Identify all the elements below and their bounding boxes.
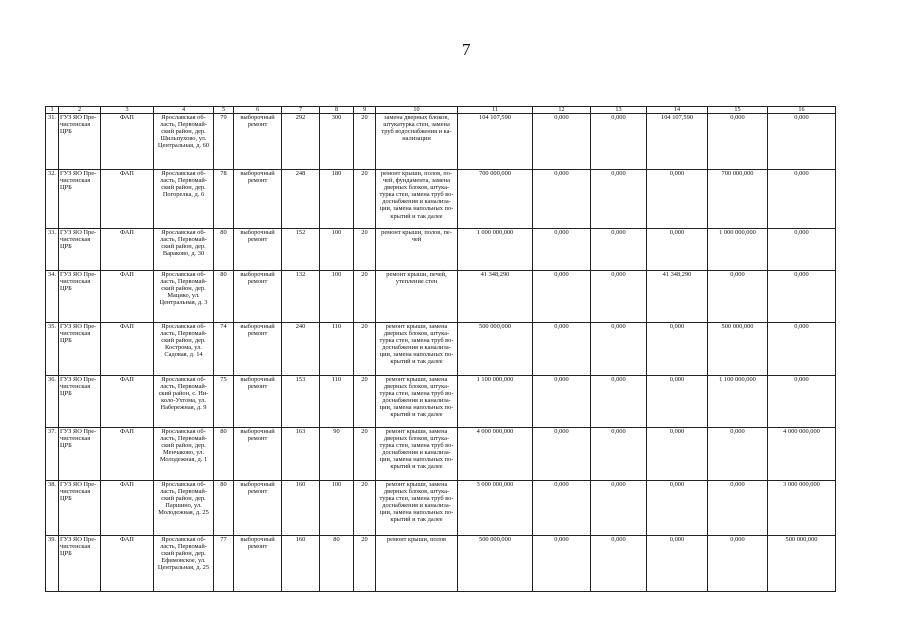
facility-type-cell: ФАП	[101, 170, 154, 229]
repair-type-cell: выборочный ремонт	[234, 170, 282, 229]
col7-cell: 132	[282, 271, 320, 323]
institution-cell: ГУЗ ЯО Пре-чистенская ЦРБ	[59, 376, 101, 428]
amount-col15-cell: 0,000	[708, 428, 768, 481]
col9-cell: 20	[354, 428, 376, 481]
col8-cell: 100	[320, 271, 354, 323]
address-cell: Ярославская об-ласть, Первомай-ский район, дер. Паршино, ул. Молодежная, д. 25	[154, 481, 214, 536]
table-body	[46, 114, 836, 592]
col7-cell: 292	[282, 114, 320, 170]
row-number: 31.	[46, 114, 59, 170]
amount-col12-cell: 0,000	[533, 114, 591, 170]
amount-col12-cell: 0,000	[533, 271, 591, 323]
table-row	[46, 229, 836, 271]
table-row	[46, 376, 836, 428]
col5-cell: 78	[214, 170, 234, 229]
col5-cell: 80	[214, 229, 234, 271]
amount-col14-cell: 104 107,590	[647, 114, 708, 170]
col9-cell: 20	[354, 170, 376, 229]
col7-cell: 248	[282, 170, 320, 229]
row-number: 39.	[46, 536, 59, 592]
repair-type-cell: выборочный ремонт	[234, 536, 282, 592]
column-header: 4	[154, 107, 214, 114]
col7-cell: 163	[282, 428, 320, 481]
institution-cell: ГУЗ ЯО Пре-чистенская ЦРБ	[59, 323, 101, 376]
row-number: 32.	[46, 170, 59, 229]
repair-type-cell: выборочный ремонт	[234, 481, 282, 536]
row-number: 33.	[46, 229, 59, 271]
repair-type-cell: выборочный ремонт	[234, 271, 282, 323]
column-header: 13	[591, 107, 647, 114]
amount-col16-cell: 0,000	[768, 376, 836, 428]
amount-col14-cell: 0,000	[647, 323, 708, 376]
column-header: 16	[768, 107, 836, 114]
amount-col15-cell: 0,000	[708, 536, 768, 592]
table-row	[46, 481, 836, 536]
amount-col13-cell: 0,000	[591, 114, 647, 170]
facility-type-cell: ФАП	[101, 481, 154, 536]
address-cell: Ярославская об-ласть, Первомай-ский район, с. Ни-коло-Ухтома, ул. Набережная, д. 9	[154, 376, 214, 428]
col5-cell: 80	[214, 428, 234, 481]
amount-total-cell: 4 000 000,000	[458, 428, 533, 481]
works-cell: ремонт крыши, полов, пе-чей	[376, 229, 458, 271]
col8-cell: 100	[320, 481, 354, 536]
repair-program-table	[45, 106, 836, 592]
amount-col12-cell: 0,000	[533, 376, 591, 428]
amount-col13-cell: 0,000	[591, 376, 647, 428]
facility-type-cell: ФАП	[101, 536, 154, 592]
amount-col16-cell: 0,000	[768, 114, 836, 170]
column-header: 9	[354, 107, 376, 114]
amount-col14-cell: 0,000	[647, 428, 708, 481]
row-number: 36.	[46, 376, 59, 428]
table-row	[46, 323, 836, 376]
institution-cell: ГУЗ ЯО Пре-чистенская ЦРБ	[59, 271, 101, 323]
column-header: 15	[708, 107, 768, 114]
amount-col14-cell: 41 348,290	[647, 271, 708, 323]
amount-total-cell: 700 000,000	[458, 170, 533, 229]
amount-col12-cell: 0,000	[533, 481, 591, 536]
page-number: 7	[462, 40, 471, 59]
amount-col16-cell: 0,000	[768, 229, 836, 271]
row-number: 34.	[46, 271, 59, 323]
amount-col13-cell: 0,000	[591, 229, 647, 271]
column-header: 2	[59, 107, 101, 114]
amount-col15-cell: 1 000 000,000	[708, 229, 768, 271]
col9-cell: 20	[354, 376, 376, 428]
col9-cell: 20	[354, 536, 376, 592]
col5-cell: 75	[214, 376, 234, 428]
amount-col14-cell: 0,000	[647, 536, 708, 592]
amount-total-cell: 3 000 000,000	[458, 481, 533, 536]
col7-cell: 160	[282, 536, 320, 592]
col8-cell: 80	[320, 536, 354, 592]
address-cell: Ярославская об-ласть, Первомай-ский район, дер. Кострома, ул. Садовая, д. 14	[154, 323, 214, 376]
works-cell: ремонт крыши, замена дверных блоков, штука-турка стен, замена труб во-доснабжения и канализа-ции, замена напольных по-крытий и так далее	[376, 428, 458, 481]
col9-cell: 20	[354, 271, 376, 323]
repair-type-cell: выборочный ремонт	[234, 114, 282, 170]
address-cell: Ярославская об-ласть, Первомай-ский район, дер. Менчаково, ул. Молодежная, д. 1	[154, 428, 214, 481]
amount-col14-cell: 0,000	[647, 481, 708, 536]
amount-col16-cell: 0,000	[768, 170, 836, 229]
col7-cell: 152	[282, 229, 320, 271]
amount-col16-cell: 3 000 000,000	[768, 481, 836, 536]
facility-type-cell: ФАП	[101, 229, 154, 271]
col8-cell: 90	[320, 428, 354, 481]
column-header: 5	[214, 107, 234, 114]
institution-cell: ГУЗ ЯО Пре-чистенская ЦРБ	[59, 481, 101, 536]
amount-col15-cell: 0,000	[708, 481, 768, 536]
column-header: 6	[234, 107, 282, 114]
col7-cell: 153	[282, 376, 320, 428]
col5-cell: 80	[214, 271, 234, 323]
table-row	[46, 114, 836, 170]
amount-col13-cell: 0,000	[591, 428, 647, 481]
address-cell: Ярославская об-ласть, Первомай-ский район, дер. Погорелка, д. 6	[154, 170, 214, 229]
amount-col15-cell: 0,000	[708, 271, 768, 323]
works-cell: ремонт крыши, замена дверных блоков, штука-турка стен, замена труб во-доснабжения и канализа-ции, замена напольных по-крытий и так далее	[376, 376, 458, 428]
amount-col15-cell: 1 100 000,000	[708, 376, 768, 428]
facility-type-cell: ФАП	[101, 114, 154, 170]
header-row	[46, 107, 836, 114]
amount-col16-cell: 0,000	[768, 271, 836, 323]
amount-col13-cell: 0,000	[591, 323, 647, 376]
table-row	[46, 271, 836, 323]
col9-cell: 20	[354, 323, 376, 376]
amount-col14-cell: 0,000	[647, 376, 708, 428]
column-header: 11	[458, 107, 533, 114]
col8-cell: 100	[320, 229, 354, 271]
works-cell: ремонт крыши, замена дверных блоков, штука-турка стен, замена труб во-доснабжения и канализа-ции, замена напольных по-крытий и так далее	[376, 323, 458, 376]
institution-cell: ГУЗ ЯО Пре-чистенская ЦРБ	[59, 428, 101, 481]
works-cell: ремонт крыши, замена дверных блоков, штука-турка стен, замена труб во-доснабжения и канализа-ции, замена напольных по-крытий и так далее	[376, 481, 458, 536]
address-cell: Ярославская об-ласть, Первомай-ский район, дер. Шильпухово, ул. Центральная, д. 60	[154, 114, 214, 170]
amount-total-cell: 1 100 000,000	[458, 376, 533, 428]
address-cell: Ярославская об-ласть, Первомай-ский район, дер. Ефимовское, ул. Центральная, д. 25	[154, 536, 214, 592]
amount-total-cell: 500 000,000	[458, 536, 533, 592]
amount-col13-cell: 0,000	[591, 536, 647, 592]
repair-type-cell: выборочный ремонт	[234, 229, 282, 271]
column-header: 8	[320, 107, 354, 114]
col7-cell: 240	[282, 323, 320, 376]
col9-cell: 20	[354, 229, 376, 271]
works-cell: замена дверных блоков, штукатурка стен, замена труб водоснабжения и ка-нализации	[376, 114, 458, 170]
repair-type-cell: выборочный ремонт	[234, 376, 282, 428]
amount-col12-cell: 0,000	[533, 323, 591, 376]
row-number: 37.	[46, 428, 59, 481]
amount-col16-cell: 500 000,000	[768, 536, 836, 592]
amount-col15-cell: 700 000,000	[708, 170, 768, 229]
amount-col13-cell: 0,000	[591, 481, 647, 536]
facility-type-cell: ФАП	[101, 376, 154, 428]
institution-cell: ГУЗ ЯО Пре-чистенская ЦРБ	[59, 114, 101, 170]
col5-cell: 77	[214, 536, 234, 592]
amount-col14-cell: 0,000	[647, 170, 708, 229]
table-row	[46, 536, 836, 592]
col5-cell: 79	[214, 114, 234, 170]
facility-type-cell: ФАП	[101, 428, 154, 481]
repair-type-cell: выборочный ремонт	[234, 323, 282, 376]
institution-cell: ГУЗ ЯО Пре-чистенская ЦРБ	[59, 229, 101, 271]
repair-type-cell: выборочный ремонт	[234, 428, 282, 481]
amount-col12-cell: 0,000	[533, 428, 591, 481]
facility-type-cell: ФАП	[101, 271, 154, 323]
column-header: 7	[282, 107, 320, 114]
col8-cell: 300	[320, 114, 354, 170]
col9-cell: 20	[354, 481, 376, 536]
amount-total-cell: 104 107,590	[458, 114, 533, 170]
col8-cell: 110	[320, 376, 354, 428]
row-number: 35.	[46, 323, 59, 376]
col8-cell: 180	[320, 170, 354, 229]
row-number: 38.	[46, 481, 59, 536]
column-header: 10	[376, 107, 458, 114]
institution-cell: ГУЗ ЯО Пре-чистенская ЦРБ	[59, 536, 101, 592]
col8-cell: 110	[320, 323, 354, 376]
amount-col16-cell: 4 000 000,000	[768, 428, 836, 481]
amount-total-cell: 500 000,000	[458, 323, 533, 376]
table-row	[46, 428, 836, 481]
amount-col12-cell: 0,000	[533, 170, 591, 229]
column-header: 1	[46, 107, 59, 114]
amount-col13-cell: 0,000	[591, 271, 647, 323]
works-cell: ремонт крыши, печей, утепление стен	[376, 271, 458, 323]
amount-col16-cell: 0,000	[768, 323, 836, 376]
col9-cell: 20	[354, 114, 376, 170]
amount-col13-cell: 0,000	[591, 170, 647, 229]
address-cell: Ярославская об-ласть, Первомай-ский район, дер. Вараково, д. 30	[154, 229, 214, 271]
amount-col12-cell: 0,000	[533, 229, 591, 271]
col7-cell: 160	[282, 481, 320, 536]
amount-total-cell: 1 000 000,000	[458, 229, 533, 271]
col5-cell: 74	[214, 323, 234, 376]
column-header: 12	[533, 107, 591, 114]
amount-col15-cell: 0,000	[708, 114, 768, 170]
works-cell: ремонт крыши, полов, по-чей, фундамента, замена дверных блоков, штука-турка стен, замена труб во-доснабжения и канализа-ции, замена напольных по-крытий и так далее	[376, 170, 458, 229]
institution-cell: ГУЗ ЯО Пре-чистенская ЦРБ	[59, 170, 101, 229]
column-header: 3	[101, 107, 154, 114]
column-header: 14	[647, 107, 708, 114]
amount-col15-cell: 500 000,000	[708, 323, 768, 376]
works-cell: ремонт крыши, полов	[376, 536, 458, 592]
col5-cell: 80	[214, 481, 234, 536]
amount-col12-cell: 0,000	[533, 536, 591, 592]
amount-total-cell: 41 348,290	[458, 271, 533, 323]
facility-type-cell: ФАП	[101, 323, 154, 376]
amount-col14-cell: 0,000	[647, 229, 708, 271]
address-cell: Ярославская об-ласть, Первомай-ский район, дер. Мацико, ул. Центральная, д. 3	[154, 271, 214, 323]
table-row	[46, 170, 836, 229]
